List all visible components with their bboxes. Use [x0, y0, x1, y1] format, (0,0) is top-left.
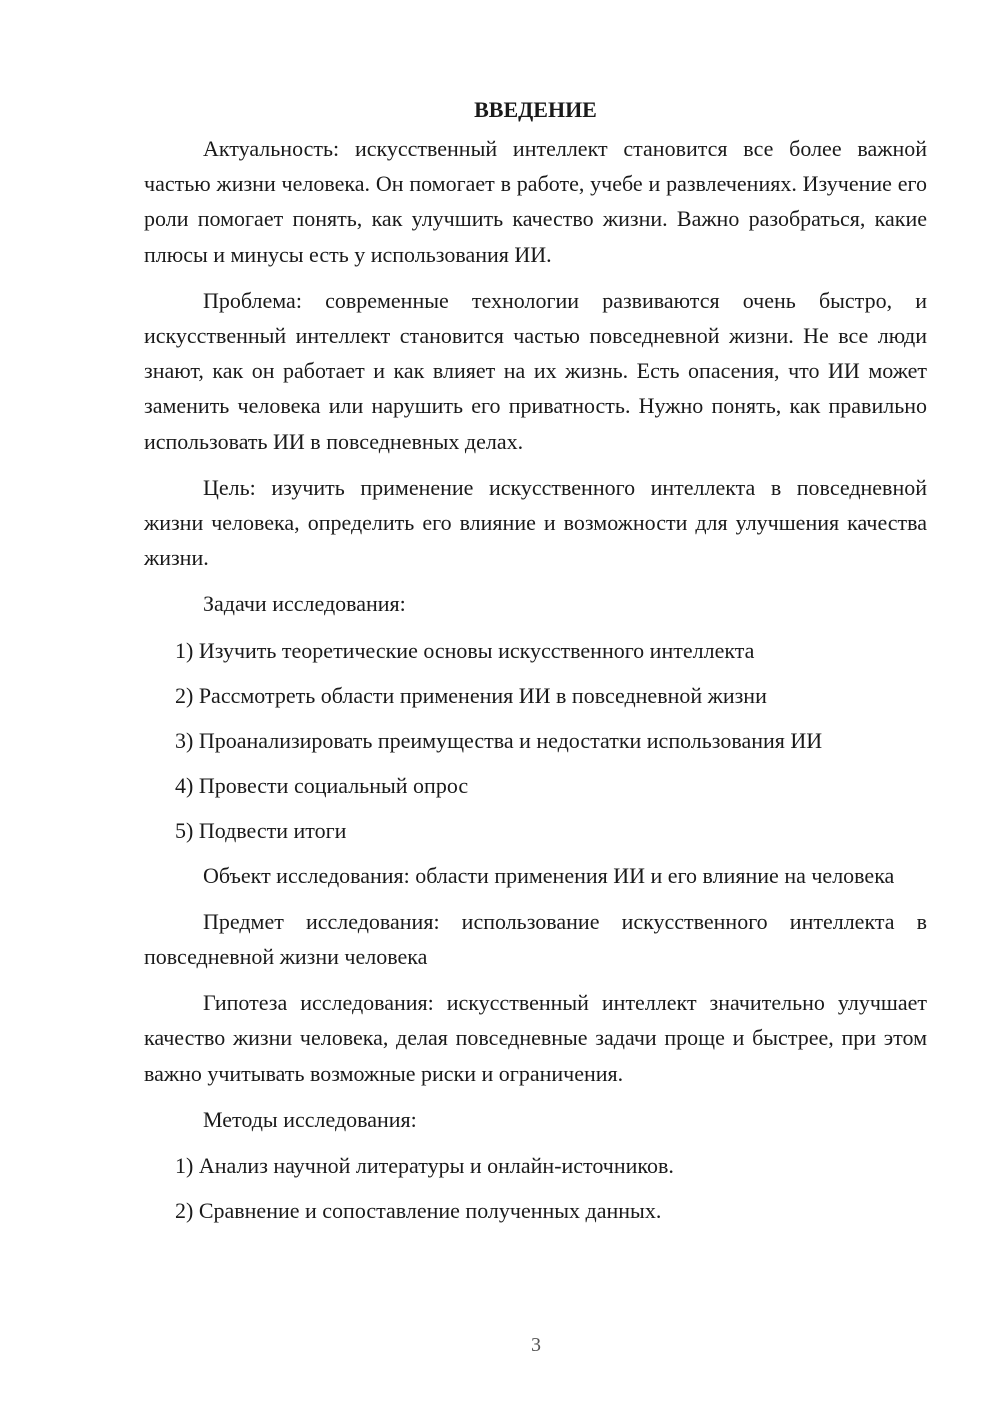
page-content — [144, 92, 927, 1238]
subject-paragraph: Предмет исследования: использование искусственного интеллекта в повседневной жизни человека — [144, 908, 927, 970]
task-item-5: 5) Подвести итоги — [175, 817, 347, 843]
task-item-1: 1) Изучить теоретические основы искусственного интеллекта — [175, 637, 755, 663]
task-item-2: 2) Рассмотреть области применения ИИ в повседневной жизни — [175, 682, 767, 708]
section-title: ВВЕДЕНИЕ — [474, 97, 597, 122]
task-item-4: 4) Провести социальный опрос — [175, 772, 469, 798]
goal-paragraph: Цель: изучить применение искусственного интеллекта в повседневной жизни человека, определить его влияние и возможности для улучшения качества жизни. — [144, 474, 927, 571]
object-paragraph: Объект исследования: области применения ИИ и его влияние на человека — [203, 862, 895, 888]
problem-paragraph: Проблема: современные технологии развиваются очень быстро, и искусственный интеллект становится частью повседневной жизни. Не все люди знают, как он работает и как влияет на их жизнь. Есть опасения, что ИИ может заменить человека или нарушить его приватность. Нужно понять, как правильно использовать ИИ в повседневных делах. — [144, 287, 927, 454]
method-item-1: 1) Анализ научной литературы и онлайн-источников. — [175, 1153, 674, 1179]
task-item-3: 3) Проанализировать преимущества и недостатки использования ИИ — [175, 727, 823, 753]
methods-heading: Методы исследования: — [203, 1106, 417, 1132]
tasks-heading: Задачи исследования: — [203, 591, 406, 617]
page-number: 3 — [531, 1334, 541, 1356]
relevance-paragraph: Актуальность: искусственный интеллект становится все более важной частью жизни человека. Он помогает в работе, учебе и развлечениях. Изучение его роли помогает понять, как улучшить качество жизни. Важно разобраться, какие плюсы и минусы есть у использования ИИ. — [144, 136, 927, 267]
hypothesis-paragraph: Гипотеза исследования: искусственный интеллект значительно улучшает качество жизни человека, делая повседневные задачи проще и быстрее, при этом важно учитывать возможные риски и ограничения. — [144, 990, 927, 1086]
method-item-2: 2) Сравнение и сопоставление полученных данных. — [175, 1198, 662, 1224]
